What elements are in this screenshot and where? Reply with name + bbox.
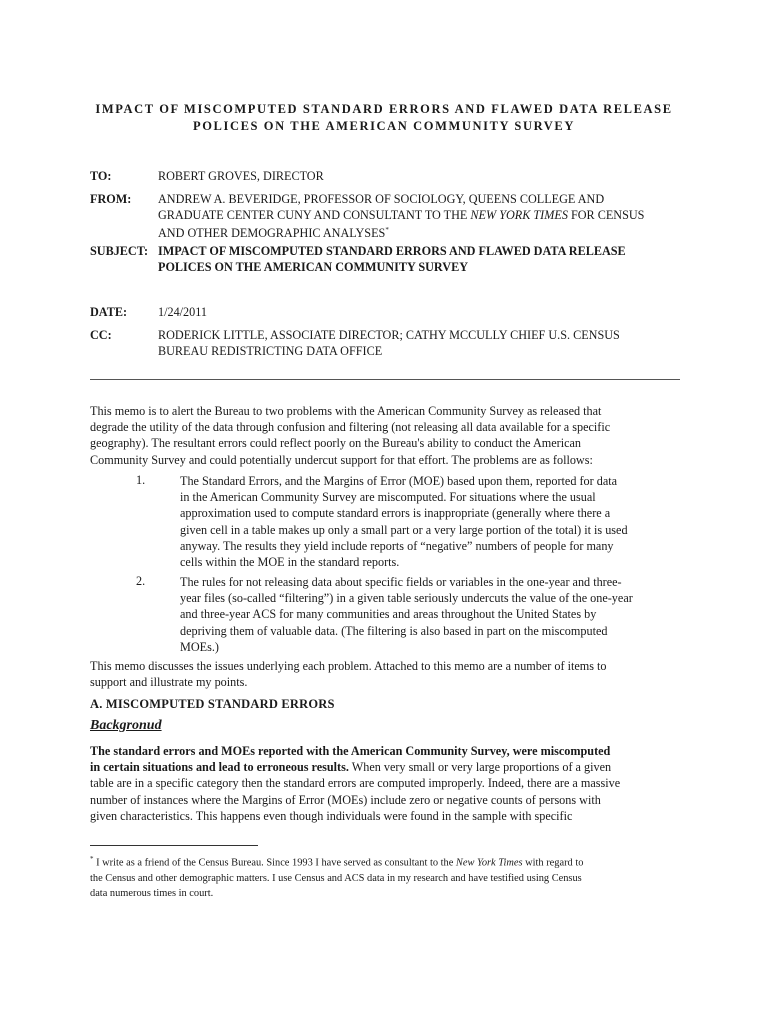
list-item-2-number: 2. [136, 574, 146, 588]
list-item-line: given cell in a table makes up only a small part or a very large portion of the total) it is used [180, 522, 628, 537]
background-line: The standard errors and MOEs reported with the American Community Survey, were miscomputed [90, 744, 611, 758]
from-footnote-mark: * [385, 226, 389, 234]
footnote-line: data numerous times in court. [90, 888, 214, 900]
from-line-2-a: GRADUATE CENTER CUNY AND CONSULTANT TO THE [158, 207, 471, 222]
background-line-rest: When very small or very large proportions of a given [348, 760, 612, 775]
intro-line: geography). The resultant errors could reflect poorly on the Bureau's ability to conduct the American [90, 436, 582, 451]
to-value [158, 169, 688, 185]
footnote-divider [90, 845, 258, 846]
from-value [158, 192, 688, 242]
cc-line-2: BUREAU REDISTRICTING DATA OFFICE [158, 343, 383, 358]
intro-line: This memo is to alert the Bureau to two problems with the American Community Survey as released that [90, 404, 602, 418]
list-item-1-number: 1. [136, 473, 146, 487]
header-divider [90, 379, 680, 380]
subject-line-1: IMPACT OF MISCOMPUTED STANDARD ERRORS AND FLAWED DATA RELEASE [158, 244, 626, 258]
background-bold-phrase: in certain situations and lead to erroneous results. [90, 760, 349, 775]
from-line-1: ANDREW A. BEVERIDGE, PROFESSOR OF SOCIOLOGY, QUEENS COLLEGE AND [158, 192, 605, 206]
background-heading: Backgronud [90, 718, 162, 733]
list-item-line: The rules for not releasing data about specific fields or variables in the one-year and three- [180, 575, 622, 589]
discussion-line: support and illustrate my points. [90, 675, 248, 690]
list-item-line: depriving them of valuable data. (The filtering is also based in part on the miscomputed [180, 623, 608, 638]
subject-value [158, 244, 688, 275]
footnote [90, 852, 690, 902]
subject-line-2: POLICES ON THE AMERICAN COMMUNITY SURVEY [158, 259, 469, 274]
from-line-3-text: AND OTHER DEMOGRAPHIC ANALYSES [158, 226, 386, 241]
intro-paragraph [90, 403, 610, 468]
cc-value [158, 328, 688, 359]
newspaper-name: NEW YORK TIMES [470, 207, 568, 222]
background-line [90, 759, 680, 775]
list-item-line: MOEs.) [180, 639, 219, 654]
background-line: table are in a specific category then the standard errors are computed improperly. Indeed, there are a massive [90, 776, 621, 791]
footnote-line: the Census and other demographic matters. I use Census and ACS data in my research and have testified using Census [90, 872, 582, 884]
cc-label: CC: [90, 328, 112, 342]
from-line-2-b: FOR CENSUS [567, 207, 645, 222]
list-item-1 [180, 473, 628, 570]
footnote-newspaper-name: New York Times [455, 857, 523, 869]
list-item-line: year files (so-called “filtering”) in a given table seriously undercuts the value of the one-year [180, 591, 633, 606]
from-line-2 [158, 208, 688, 224]
footnote-line [90, 852, 690, 871]
footnote-mark: * [90, 855, 94, 863]
discussion-line: This memo discusses the issues underlying each problem. Attached to this memo are a number of items to [90, 659, 607, 673]
title-line-1: IMPACT OF MISCOMPUTED STANDARD ERRORS AND FLAWED DATA RELEASE [95, 102, 673, 116]
date-label: DATE: [90, 305, 128, 319]
footnote-line-1-b: with regard to [522, 857, 584, 869]
date-line: 1/24/2011 [158, 305, 207, 319]
list-item-line: and three-year ACS for many communities and areas throughout the United States by [180, 607, 597, 622]
list-item-line: The Standard Errors, and the Margins of Error (MOE) based upon them, reported for data [180, 474, 618, 488]
title-line-2: POLICES ON THE AMERICAN COMMUNITY SURVEY [193, 119, 575, 133]
to-label: TO: [90, 169, 112, 183]
date-value [158, 305, 688, 321]
list-item-2 [180, 574, 633, 655]
background-line: number of instances where the Margins of Error (MOEs) include zero or negative counts of persons with [90, 792, 601, 807]
subject-label: SUBJECT: [90, 244, 149, 258]
document-title [70, 101, 698, 135]
background-line: given characteristics. This happens even though individuals were found in the sample with specific [90, 808, 573, 823]
footnote-line-1-a: I write as a friend of the Census Bureau. Since 1993 I have served as consultant to the [93, 857, 456, 869]
list-item-line: in the American Community Survey are miscomputed. For situations where the usual [180, 490, 596, 505]
from-label: FROM: [90, 192, 132, 206]
background-paragraph [90, 743, 680, 824]
discussion-paragraph [90, 658, 607, 690]
list-item-line: approximation used to compute standard errors is inappropriate (generally where there a [180, 506, 611, 521]
section-a-heading: A. MISCOMPUTED STANDARD ERRORS [90, 697, 335, 711]
from-line-3 [158, 223, 688, 242]
intro-line: degrade the utility of the data through confusion and filtering (not releasing all data available for a specific [90, 420, 611, 435]
list-item-line: anyway. The results they yield include reports of “negative” numbers of people for many [180, 538, 614, 553]
cc-line-1: RODERICK LITTLE, ASSOCIATE DIRECTOR; CATHY MCCULLY CHIEF U.S. CENSUS [158, 328, 620, 342]
intro-line: Community Survey and could potentially undercut support for that effort. The problems are as follows: [90, 452, 593, 467]
to-line: ROBERT GROVES, DIRECTOR [158, 169, 324, 183]
list-item-line: cells within the MOE in the standard reports. [180, 555, 400, 570]
